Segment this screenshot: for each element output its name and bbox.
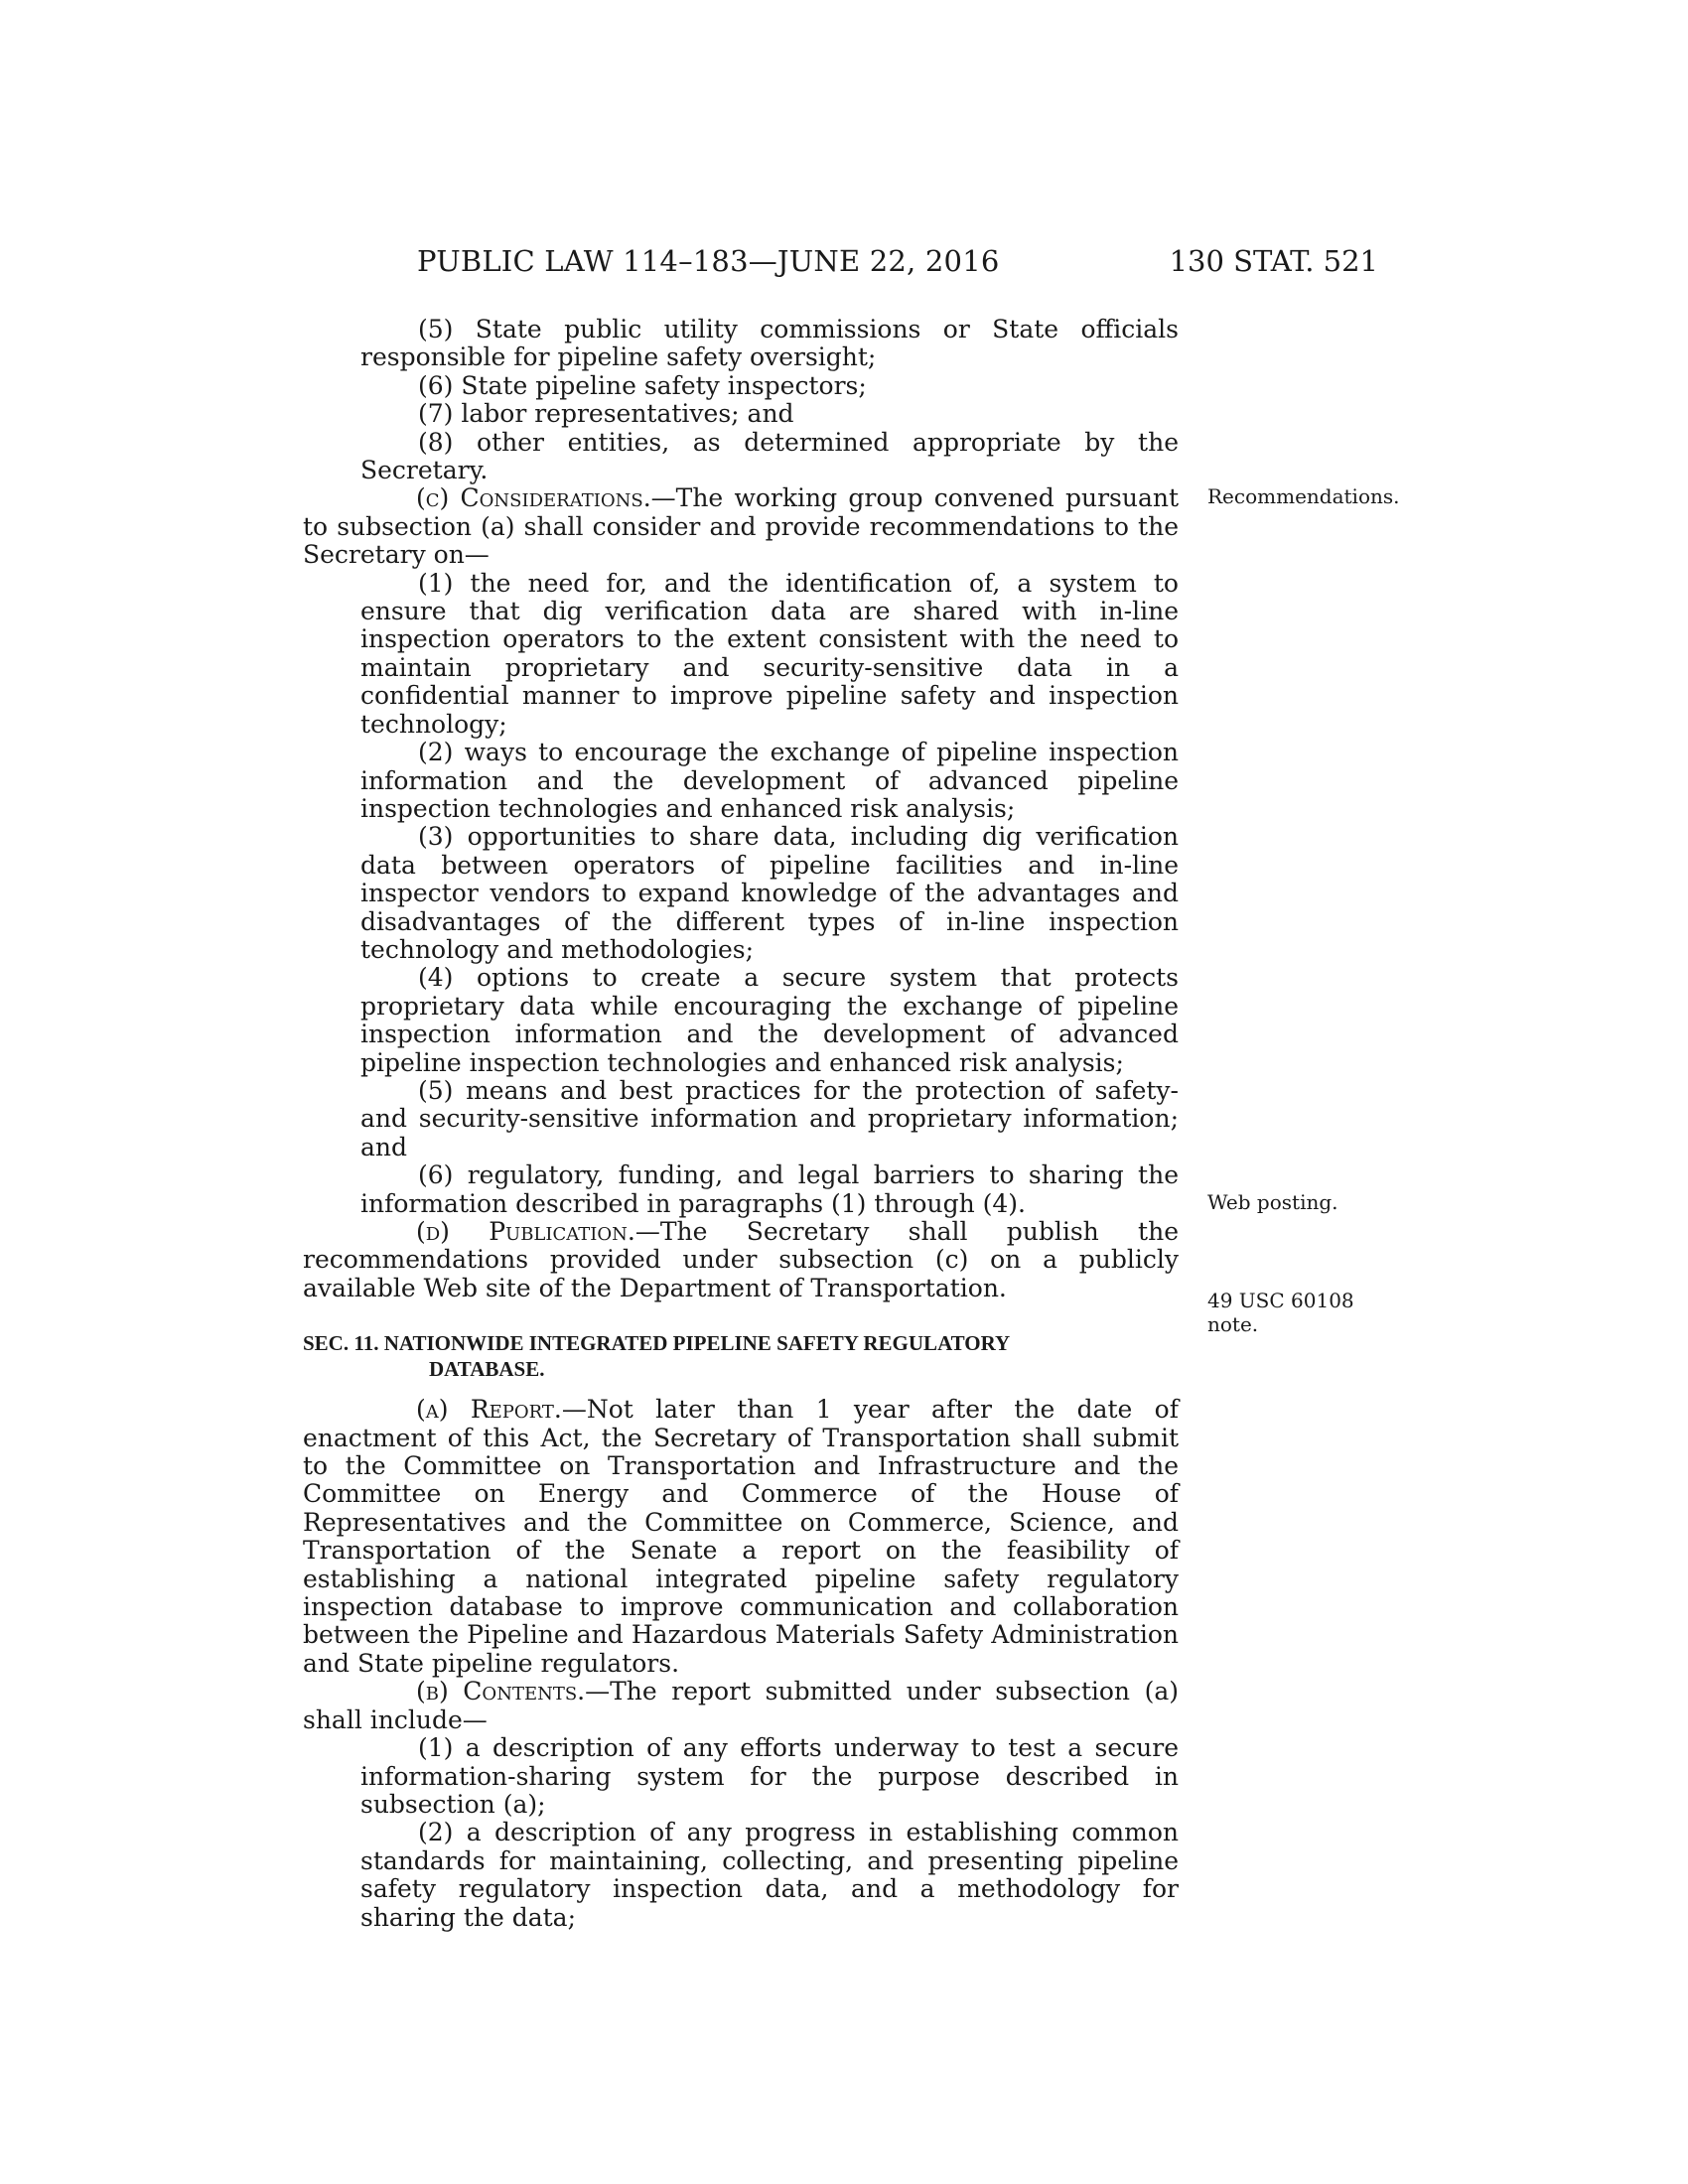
paragraph-b7: (7) labor representatives; and [418, 399, 794, 429]
subsection-b-text: —The report submitted under subsection (a) shall include— [303, 1677, 1179, 1734]
subsection-c [303, 484, 1179, 569]
paragraph-c4: (4) options to create a secure system that protects proprietary data while encouraging the exchange of pipeline inspection information and the development of advanced pipeline inspection technologies and enhanced risk analysis; [360, 963, 1179, 1077]
subsection-b [303, 1678, 1179, 1734]
paragraph-b-1: (1) a description of any efforts underway to test a secure information-sharing system for the purpose described in subsection (a); [360, 1733, 1179, 1819]
paragraph-c2: (2) ways to encourage the exchange of pipeline inspection information and the development of advanced pipeline inspection technologies and enhanced risk analysis; [360, 738, 1179, 823]
subsection-a-label: (a) Report. [416, 1395, 562, 1425]
subsection-d-text: —The Secretary shall publish the recommendations provided under subsection (c) on a publicly available Web site of the Department of Transportation. [303, 1217, 1179, 1302]
margin-note-usc: 49 USC 60108 note. [1207, 1289, 1354, 1336]
paragraph-c1: (1) the need for, and the identification of, a system to ensure that dig verification data are shared with in-line inspection operators to the extent consistent with the need to maintain proprietary and security-sensitive data in a confidential manner to improve pipeline safety and inspection technology; [360, 568, 1179, 739]
paragraph-b8: (8) other entities, as determined appropriate by the Secretary. [360, 427, 1179, 485]
subsection-c-text: —The working group convened pursuant to subsection (a) shall consider and provide recommendations to the Secretary on— [303, 483, 1179, 570]
paragraph-b-2: (2) a description of any progress in establishing common standards for maintaining, collecting, and presenting pipeline safety regulatory inspection data, and a methodology for sharing the data; [360, 1818, 1179, 1932]
paragraph-c3: (3) opportunities to share data, including dig verification data between operators of pipeline facilities and in-line inspector vendors to expand knowledge of the advantages and disadvantages of the different types of in-line inspection technology and methodologies; [360, 822, 1179, 964]
section-11-heading [303, 1330, 1179, 1382]
paragraph-c6: (6) regulatory, funding, and legal barriers to sharing the information described in paragraphs (1) through (4). [360, 1160, 1179, 1218]
paragraph-b5: (5) State public utility commissions or State officials responsible for pipeline safety oversight; [360, 315, 1179, 372]
subsection-a-text: —Not later than 1 year after the date of enactment of this Act, the Secretary of Transportation shall submit to the Committee on Transportation and Infrastructure and the Committee on Energy and Commerce of the House of Representatives and the Committee on Commerce, Science, and Transportation of the Senate a report on the feasibility of establishing a national integrated pipeline safety regulatory inspection database to improve communication and collaboration between the Pipeline and Hazardous Materials Safety Administration and State pipeline regulators. [303, 1395, 1179, 1678]
section-11-title-line1: SEC. 11. NATIONWIDE INTEGRATED PIPELINE SAFETY REGULATORY [303, 1331, 1011, 1356]
subsection-a [303, 1396, 1179, 1678]
subsection-c-label: (c) Considerations. [416, 483, 651, 513]
margin-note-recommendations: Recommendations. [1207, 484, 1400, 508]
subsection-d-label: (d) Publication. [416, 1217, 635, 1246]
statute-page-number: 130 STAT. 521 [1169, 244, 1378, 278]
document-body [303, 316, 1179, 1932]
paragraph-b6: (6) State pipeline safety inspectors; [418, 370, 867, 400]
paragraph-c5: (5) means and best practices for the protection of safety- and security-sensitive information and proprietary information; and [360, 1075, 1179, 1161]
law-title: PUBLIC LAW 114–183—JUNE 22, 2016 [417, 244, 1000, 278]
subsection-d [303, 1218, 1179, 1302]
running-header [0, 244, 1688, 284]
margin-note-web-posting: Web posting. [1207, 1190, 1338, 1214]
subsection-b-label: (b) Contents. [416, 1677, 586, 1706]
section-11-title-line2: DATABASE. [429, 1357, 545, 1382]
